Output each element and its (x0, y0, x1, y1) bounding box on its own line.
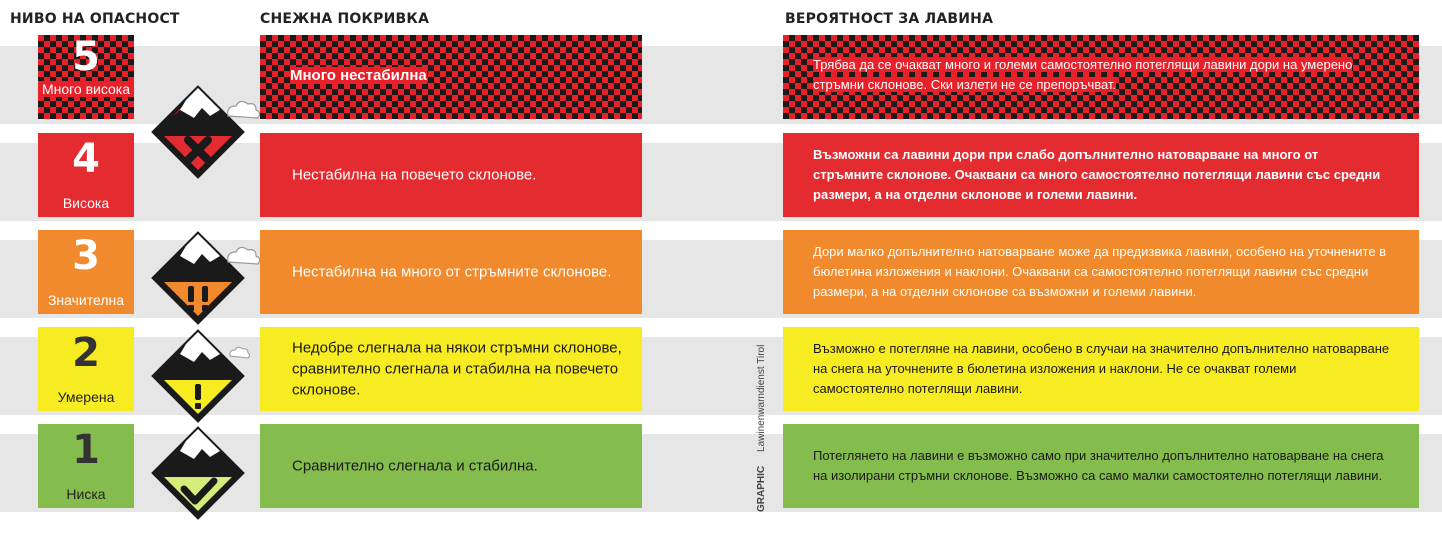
level-number: 3 (72, 233, 100, 279)
level-number: 2 (72, 330, 100, 376)
checkmark-icon (150, 423, 260, 523)
probability-level-2 (783, 327, 1419, 411)
probability-text: Потеглянето на лавини е възможно само при значително допълнително натоварване на снега на изолирани стръмни склонове. Възможно са само малки самостоятелно потеглящи лавини. (813, 448, 1384, 483)
snowpack-text: Нестабилна на повечето склонове. (292, 166, 537, 184)
credit-source: Lawinenwarndienst Tirol (756, 344, 767, 452)
probability-level-5 (783, 35, 1419, 119)
danger-level-2 (38, 327, 134, 411)
double-exclamation-icon (150, 228, 260, 328)
level-number: 1 (72, 427, 100, 473)
snowpack-text: Много нестабилна (290, 67, 427, 84)
level-column-header: НИВО НА ОПАСНОСТ (10, 11, 180, 27)
level-name: Умерена (57, 389, 115, 405)
snowpack-column-header: СНЕЖНА ПОКРИВКА (260, 11, 430, 27)
level-name: Ниска (66, 486, 106, 502)
danger-level-1 (38, 424, 134, 508)
x-mark-icon (150, 82, 260, 182)
probability-text: Възможно е потегляне на лавини, особено в случаи на значително допълнително натоварване на снега на уточнените в бюлетина изложения и наклони. Не се очакват големи самостоятелно потеглящи лавини. (813, 341, 1390, 396)
level-name: Висока (62, 195, 110, 211)
credit-label: GRAPHIC (756, 465, 767, 512)
probability-text: Трябва да се очакват много и големи самостоятелно потеглящи лавини дори на умерено стръмни склонове. Ски излети не се препоръчват. (813, 57, 1353, 92)
probability-text: Възможни са лавини дори при слабо допълнително натоварване на много от стръмните склонове. Очаквани са много самостоятелно потеглящи лавини със средни размери, а на отделни склонове и големи лавини. (813, 147, 1381, 202)
level-name: Много висока (38, 81, 134, 97)
danger-level-4 (38, 133, 134, 217)
probability-column-header: ВЕРОЯТНОСТ ЗА ЛАВИНА (785, 11, 994, 27)
level-number: 4 (72, 136, 100, 182)
snowpack-text: Недобре слегнала на някои стръмни склонове, сравнително слегнала и стабилна на повечето склонове. (292, 339, 622, 399)
probability-level-3 (783, 230, 1419, 314)
snowpack-level-4 (260, 133, 642, 217)
probability-level-4 (783, 133, 1419, 217)
probability-text: Дори малко допълнително натоварване може да предизвика лавини, особено на уточнените в бюлетина изложения и наклони. Очаквани са самостоятелно потеглящи лавини със средни размери, а на отделни склонове са възможни и големи лавини. (813, 244, 1387, 299)
exclamation-icon (150, 326, 260, 426)
danger-level-5 (38, 35, 134, 119)
probability-level-1 (783, 424, 1419, 508)
danger-level-3 (38, 230, 134, 314)
snowpack-level-2 (260, 327, 642, 411)
snowpack-level-5 (260, 35, 642, 119)
snowpack-text: Сравнително слегнала и стабилна. (292, 457, 538, 475)
level-number: 5 (72, 34, 100, 80)
snowpack-level-1 (260, 424, 642, 508)
graphic-credit (756, 332, 770, 512)
snowpack-text: Нестабилна на много от стръмните склонове. (292, 263, 612, 281)
snowpack-level-3 (260, 230, 642, 314)
level-name: Значителна (47, 292, 125, 308)
